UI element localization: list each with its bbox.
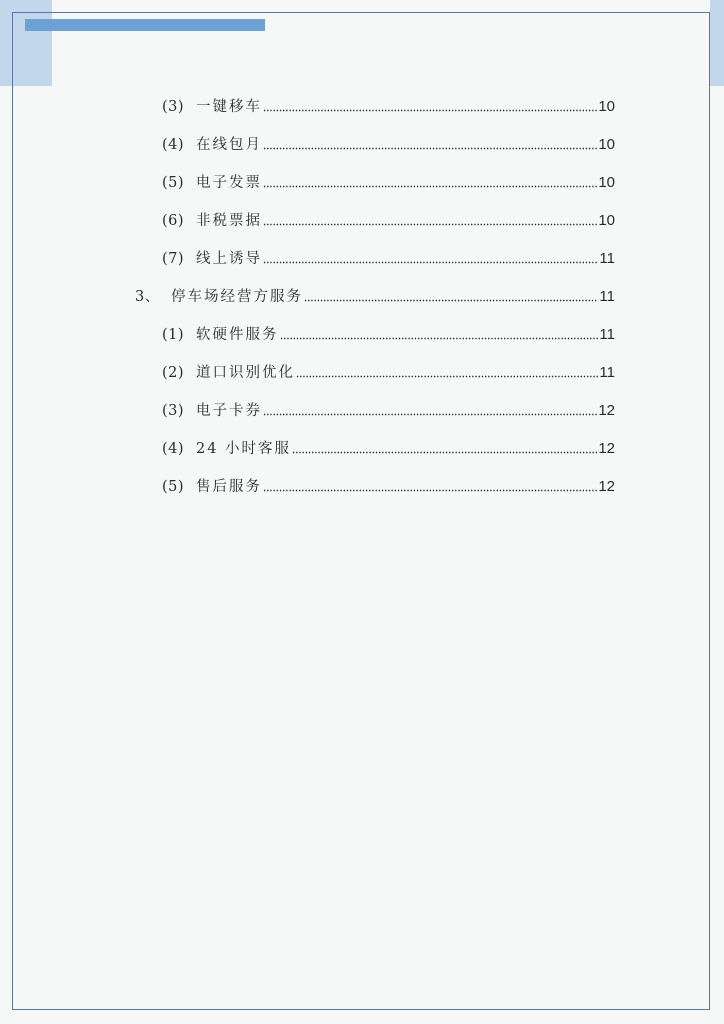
toc-entry-title: 线上诱导 [196,251,262,267]
toc-entry-number: (2) [162,365,185,381]
toc-entry-title: 停车场经营方服务 [171,289,303,305]
toc-entry-page: 11 [599,326,615,343]
toc-entry-page: 12 [598,478,615,495]
toc-entry-number: (6) [162,213,185,229]
toc-entry-page: 11 [599,364,615,381]
dot-leader [304,297,598,303]
dot-leader [263,183,597,189]
toc-entry[interactable] [162,362,615,384]
toc-entry-section[interactable] [135,286,615,308]
toc-entry[interactable] [162,324,615,346]
toc-entry-title: 非税票据 [196,213,262,229]
toc-entry-number: (7) [162,251,185,267]
toc-entry-page: 10 [598,212,615,229]
toc-entry[interactable] [162,210,615,232]
corner-decoration-right [710,0,724,86]
dot-leader [263,107,597,113]
toc-entry-title: 在线包月 [196,137,262,153]
toc-entry[interactable] [162,438,615,460]
dot-leader [263,411,597,417]
dot-leader [292,449,597,455]
dot-leader [263,221,597,227]
toc-entry[interactable] [162,134,615,156]
dot-leader [263,259,598,265]
toc-entry[interactable] [162,248,615,270]
page-border [12,12,710,1010]
toc-entry-page: 12 [598,440,615,457]
toc-entry[interactable] [162,96,615,118]
toc-entry[interactable] [162,476,615,498]
dot-leader [280,335,599,341]
toc-entry-number: (4) [162,137,185,153]
toc-entry[interactable] [162,172,615,194]
toc-entry-page: 11 [599,288,615,305]
toc-entry-title: 电子发票 [196,175,262,191]
toc-entry-number: (5) [162,479,185,495]
toc-entry-page: 10 [598,136,615,153]
toc-entry-number: (5) [162,175,185,191]
toc-entry-number: 3、 [135,289,160,305]
toc-entry-number: (4) [162,441,185,457]
dot-leader [263,145,597,151]
toc-entry-title: 软硬件服务 [196,327,279,343]
toc-entry-title: 道口识别优化 [196,365,295,381]
toc-entry-title: 电子卡券 [196,403,262,419]
toc-entry-number: (1) [162,327,185,343]
toc-entry-page: 10 [598,174,615,191]
toc-entry-page: 10 [598,98,615,115]
dot-leader [296,373,598,379]
toc-entry-title: 24 小时客服 [196,441,292,457]
toc-entry-title: 售后服务 [196,479,262,495]
toc-entry-page: 12 [598,402,615,419]
dot-leader [263,487,597,493]
toc-entry-number: (3) [162,403,185,419]
toc-entry-title: 一键移车 [196,99,262,115]
toc-entry[interactable] [162,400,615,422]
toc-entry-number: (3) [162,99,185,115]
toc-entry-page: 11 [599,250,615,267]
